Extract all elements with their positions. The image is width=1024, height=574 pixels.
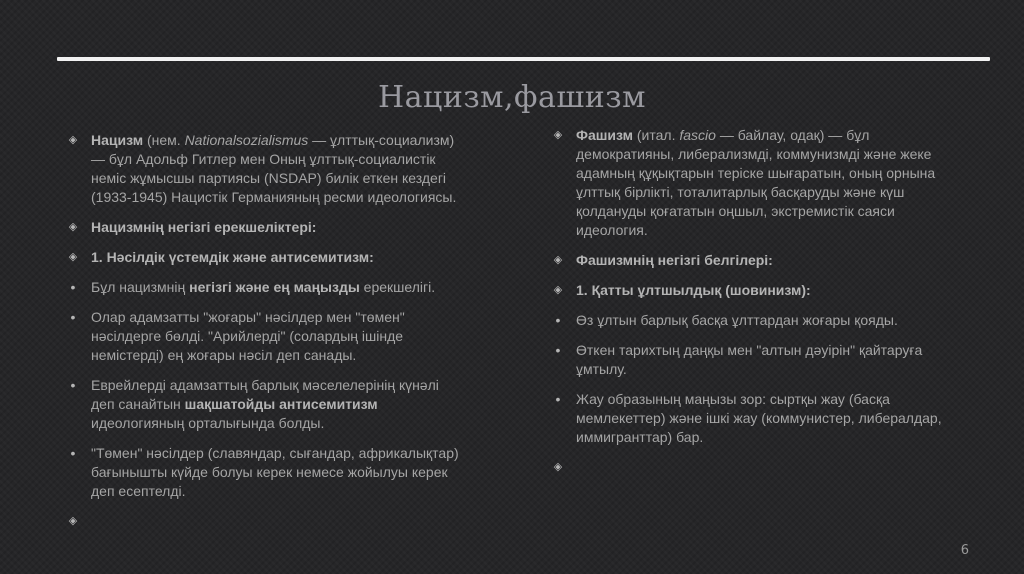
item-text: Еврейлерді адамзаттың барлық мәселелерінің күнәлі деп санайтын bbox=[91, 377, 439, 412]
empty-bullet bbox=[64, 512, 464, 531]
nazism-features-heading bbox=[64, 218, 464, 237]
heading-text: 1. Қатты ұлтшылдық (шовинизм): bbox=[576, 282, 811, 298]
diamond-bullet-icon: ◈ bbox=[68, 515, 78, 527]
heading-text: Нацизмнің негізгі ерекшеліктері: bbox=[91, 219, 317, 235]
list-item bbox=[549, 311, 969, 330]
diamond-bullet-icon: ◈ bbox=[553, 254, 563, 266]
heading-text: 1. Нәсілдік үстемдік және антисемитизм: bbox=[91, 249, 374, 265]
item-text: Бұл нацизмнің bbox=[91, 279, 190, 295]
item-text: Жау образының маңызы зор: сыртқы жау (басқа мемлекеттер) және ішкі жау (коммунистер, либералдар, иммигранттар) бар. bbox=[576, 391, 942, 445]
latin-term: fascio bbox=[679, 127, 716, 143]
list-item bbox=[64, 444, 464, 501]
slide-title: Нацизм,фашизм bbox=[377, 80, 647, 115]
term-fascism: Фашизм bbox=[576, 127, 633, 143]
diamond-bullet-icon: ◈ bbox=[68, 134, 78, 146]
item-text: Өз ұлтын барлық басқа ұлттардан жоғары қояды. bbox=[576, 312, 898, 328]
diamond-bullet-icon: ◈ bbox=[68, 221, 78, 233]
diamond-bullet-icon: ◈ bbox=[553, 461, 563, 473]
latin-term: Nationalsozialismus bbox=[184, 132, 309, 148]
item-text: Олар адамзатты "жоғары" нәсілдер мен "төмен" нәсілдерге бөлді. "Арийлерді" (солардың ішінде немістерді) ең жоғары нәсіл деп санады. bbox=[91, 309, 405, 363]
dot-bullet-icon: • bbox=[555, 342, 561, 358]
item-text: ерекшелігі. bbox=[359, 279, 436, 295]
left-column bbox=[64, 131, 464, 542]
diamond-bullet-icon: ◈ bbox=[68, 251, 78, 263]
fascism-point-1-heading bbox=[549, 281, 969, 300]
dot-bullet-icon: • bbox=[555, 391, 561, 407]
item-text: "Төмен" нәсілдер (славяндар, сығандар, африкалықтар) бағынышты күйде болуы керек немесе жойылуы керек деп есептелді. bbox=[91, 445, 459, 499]
definition-text: — байлау, одақ) — бұл демократияны, либерализмді, коммунизмді және жеке адамның құқықтарын теріске шығаратын, оның орнына ұлттық бірлікті, тоталитарлық басқаруды және күш қолдануды қоғататын оңшыл, экстремистік саяси идеология. bbox=[576, 127, 936, 238]
term-nazism: Нацизм bbox=[91, 132, 144, 148]
diamond-bullet-icon: ◈ bbox=[553, 284, 563, 296]
dot-bullet-icon: • bbox=[70, 445, 76, 461]
item-text: идеологияның орталығында болды. bbox=[91, 415, 325, 431]
definition-prefix: (нем. bbox=[143, 132, 185, 148]
nazism-point-1-heading bbox=[64, 248, 464, 267]
definition-prefix: (итал. bbox=[632, 127, 680, 143]
title-divider-line bbox=[57, 57, 990, 61]
list-item bbox=[64, 278, 464, 297]
definition-text: — ұлттық-социализм) — бұл Адольф Гитлер мен Оның ұлттық-социалистік неміс жұмысшы партиясы (NSDAP) билік еткен кездегі (1933-1945) Нацистік Германияның ресми идеологиясы. bbox=[91, 132, 457, 205]
list-item bbox=[549, 390, 969, 447]
dot-bullet-icon: • bbox=[70, 377, 76, 393]
slide-number: 6 bbox=[960, 543, 969, 558]
nazism-definition bbox=[64, 131, 464, 207]
fascism-features-heading bbox=[549, 251, 969, 270]
list-item bbox=[549, 341, 969, 379]
fascism-definition bbox=[549, 126, 969, 240]
dot-bullet-icon: • bbox=[70, 309, 76, 325]
heading-text: Фашизмнің негізгі белгілері: bbox=[576, 252, 773, 268]
diamond-bullet-icon: ◈ bbox=[553, 129, 563, 141]
list-item bbox=[64, 376, 464, 433]
item-bold-text: негізгі және ең маңызды bbox=[189, 279, 360, 295]
right-column bbox=[549, 126, 969, 488]
item-bold-text: шақшатойды антисемитизм bbox=[184, 396, 378, 412]
dot-bullet-icon: • bbox=[555, 312, 561, 328]
dot-bullet-icon: • bbox=[70, 279, 76, 295]
empty-bullet bbox=[549, 458, 969, 477]
item-text: Өткен тарихтың даңқы мен "алтын дәуірін" қайтаруға ұмтылу. bbox=[576, 342, 923, 377]
list-item bbox=[64, 308, 464, 365]
